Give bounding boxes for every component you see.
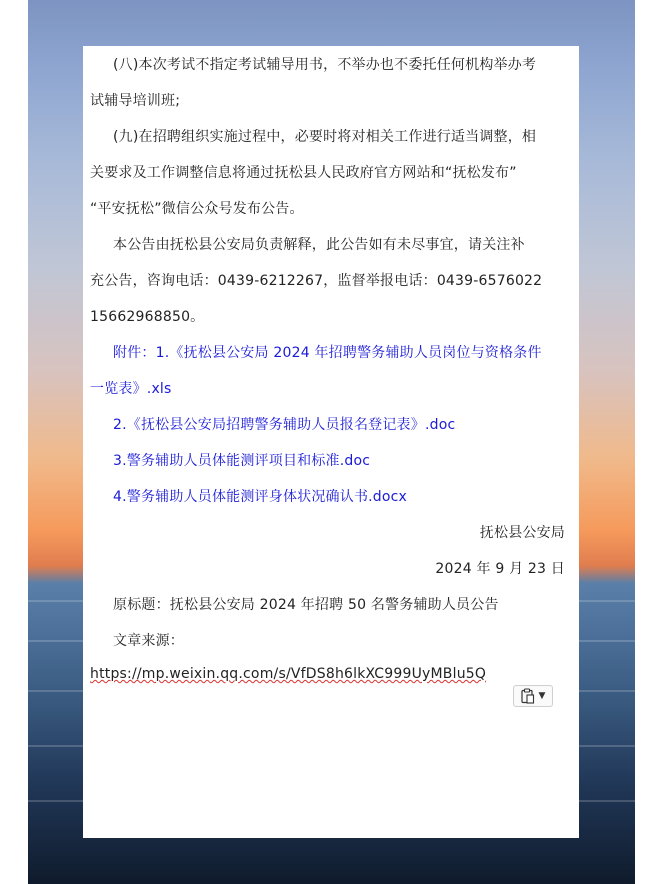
document-page [83, 46, 579, 838]
text-line: “平安抚松”微信公众号发布公告。 [90, 201, 304, 217]
text-line: 15662968850。 [90, 309, 205, 325]
attachment-link-4[interactable]: 4.警务辅助人员体能测评身体状况确认书.docx [113, 489, 408, 505]
paste-options-button[interactable] [513, 685, 553, 707]
text-line: 充公告，咨询电话：0439-6212267，监督举报电话：0439-6576022 [90, 273, 543, 289]
attachment-link-2[interactable]: 2.《抚松县公安局招聘警务辅助人员报名登记表》.doc [113, 417, 456, 433]
original-title: 原标题：抚松县公安局 2024 年招聘 50 名警务辅助人员公告 [113, 597, 499, 613]
text-line: 本公告由抚松县公安局负责解释，此公告如有未尽事宜，请关注补 [113, 237, 525, 253]
attachment-link-1[interactable]: 附件：1.《抚松县公安局 2024 年招聘警务辅助人员岗位与资格条件 [113, 345, 542, 361]
text-line: 试辅导培训班; [90, 93, 181, 109]
source-label: 文章来源： [113, 633, 184, 649]
attachment-link-3[interactable]: 3.警务辅助人员体能测评项目和标准.doc [113, 453, 371, 469]
text-line: (八)本次考试不指定考试辅导用书，不举办也不委托任何机构举办考 [113, 57, 537, 73]
signature: 抚松县公安局 [479, 525, 565, 541]
clipboard-icon [521, 688, 535, 704]
date: 2024 年 9 月 23 日 [435, 561, 565, 577]
chevron-down-icon: ▼ [538, 690, 546, 701]
text-line: (九)在招聘组织实施过程中，必要时将对相关工作进行适当调整，相 [113, 129, 537, 145]
attachment-link-1-cont[interactable]: 一览表》.xls [90, 381, 172, 397]
source-url[interactable]: https://mp.weixin.qq.com/s/VfDS8h6lkXC999UyMBlu5Q [90, 666, 487, 682]
text-line: 关要求及工作调整信息将通过抚松县人民政府官方网站和“抚松发布” [90, 165, 517, 181]
